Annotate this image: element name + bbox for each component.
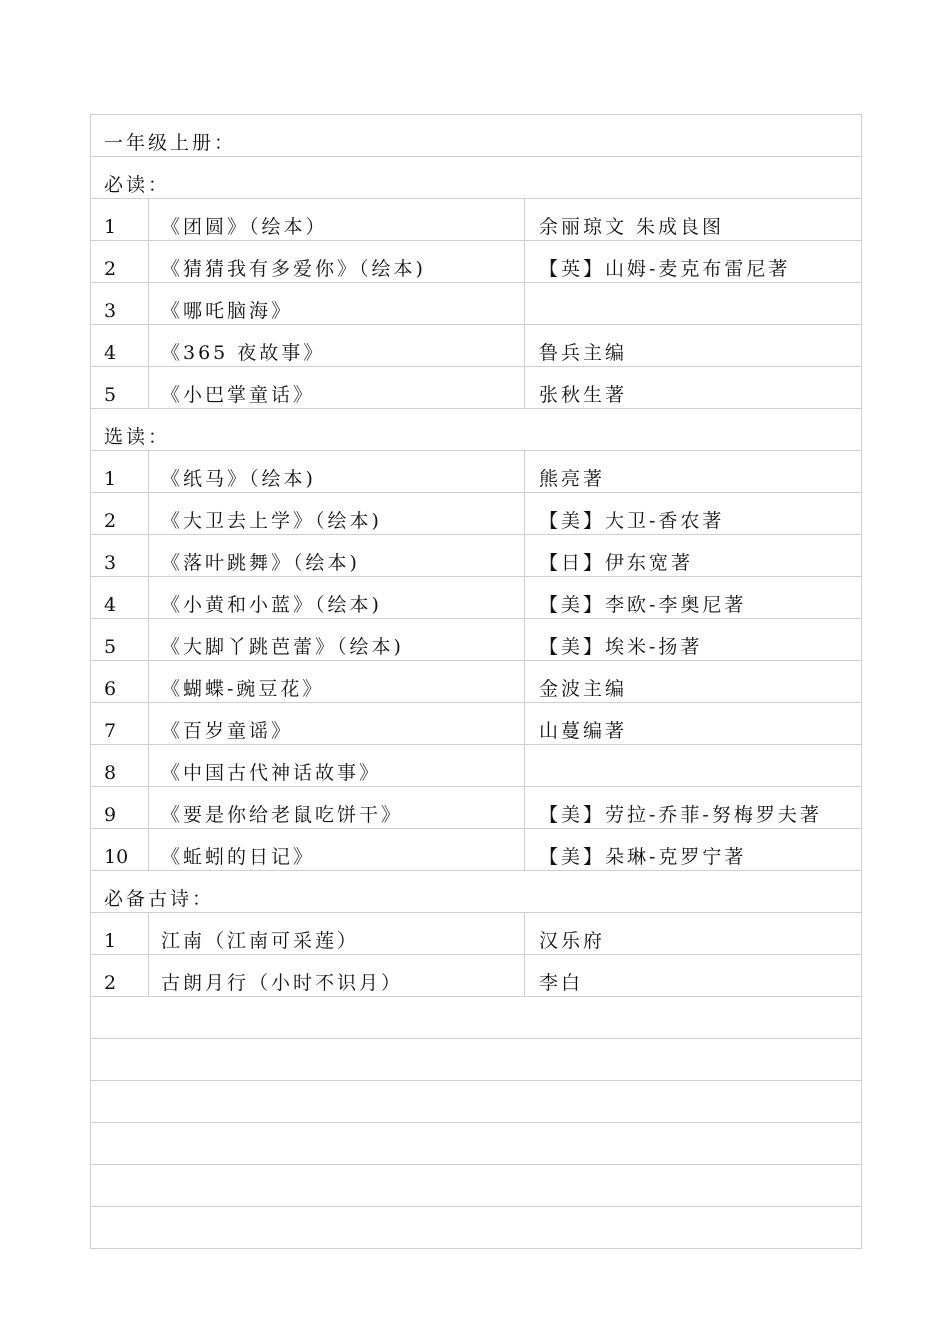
book-title: 《团圆》（绘本） xyxy=(148,199,537,240)
book-author: 【美】劳拉-乔菲-努梅罗夫著 xyxy=(524,787,861,828)
table-row xyxy=(91,451,861,493)
table-row xyxy=(91,367,861,409)
empty-row xyxy=(91,1039,861,1081)
row-number: 6 xyxy=(104,678,117,700)
empty-row xyxy=(91,1081,861,1123)
empty-row xyxy=(91,1207,861,1249)
book-title: 《小黄和小蓝》（绘本) xyxy=(148,577,537,618)
table-row xyxy=(91,787,861,829)
book-title: 《大脚丫跳芭蕾》（绘本) xyxy=(148,619,537,660)
row-number: 4 xyxy=(104,342,117,364)
empty-row xyxy=(91,997,861,1039)
book-author: 金波主编 xyxy=(524,661,861,702)
book-title: 《哪吒脑海》 xyxy=(148,283,537,324)
section-label: 必备古诗： xyxy=(104,888,215,910)
book-title: 《猜猜我有多爱你》（绘本) xyxy=(148,241,537,282)
row-number: 7 xyxy=(104,720,117,742)
section-label: 一年级上册： xyxy=(104,132,237,154)
section-header-row xyxy=(91,409,861,451)
table-row xyxy=(91,577,861,619)
row-number: 4 xyxy=(104,594,117,616)
book-author: 李白 xyxy=(524,955,861,996)
table-row xyxy=(91,199,861,241)
book-title: 《落叶跳舞》（绘本) xyxy=(148,535,537,576)
book-author: 【美】埃米-扬著 xyxy=(524,619,861,660)
table-row xyxy=(91,535,861,577)
table-row xyxy=(91,661,861,703)
book-title: 《大卫去上学》（绘本) xyxy=(148,493,537,534)
book-author: 【美】大卫-香农著 xyxy=(524,493,861,534)
book-title: 《365 夜故事》 xyxy=(148,325,537,366)
row-number: 2 xyxy=(104,510,117,532)
row-number: 5 xyxy=(104,384,117,406)
table-row xyxy=(91,913,861,955)
book-author: 【日】伊东宽著 xyxy=(524,535,861,576)
section-header-row xyxy=(91,115,861,157)
section-label: 必读： xyxy=(104,174,171,196)
table-row xyxy=(91,745,861,787)
table-row xyxy=(91,829,861,871)
row-number: 2 xyxy=(104,258,117,280)
book-title: 《要是你给老鼠吃饼干》 xyxy=(148,787,537,828)
table-row xyxy=(91,703,861,745)
book-title: 古朗月行（小时不识月） xyxy=(148,955,537,996)
book-author: 【美】李欧-李奥尼著 xyxy=(524,577,861,618)
table-row xyxy=(91,493,861,535)
table-row xyxy=(91,955,861,997)
reading-list-table xyxy=(90,114,862,1249)
table-row xyxy=(91,325,861,367)
row-number: 1 xyxy=(104,468,117,490)
section-header-row xyxy=(91,157,861,199)
book-author: 余丽琼文 朱成良图 xyxy=(524,199,861,240)
book-author: 【美】朵琳-克罗宁著 xyxy=(524,829,861,870)
row-number: 2 xyxy=(104,972,117,994)
section-header-row xyxy=(91,871,861,913)
book-author: 熊亮著 xyxy=(524,451,861,492)
row-number: 5 xyxy=(104,636,117,658)
book-title: 《蚯蚓的日记》 xyxy=(148,829,537,870)
row-number: 3 xyxy=(104,552,117,574)
row-number: 1 xyxy=(104,930,117,952)
book-author xyxy=(524,745,861,786)
book-title: 《百岁童谣》 xyxy=(148,703,537,744)
section-label: 选读： xyxy=(104,426,171,448)
book-title: 江南（江南可采莲） xyxy=(148,913,537,954)
table-row xyxy=(91,619,861,661)
book-title: 《蝴蝶-豌豆花》 xyxy=(148,661,537,702)
row-number: 9 xyxy=(104,804,117,826)
row-number: 3 xyxy=(104,300,117,322)
book-author: 鲁兵主编 xyxy=(524,325,861,366)
book-title: 《纸马》（绘本) xyxy=(148,451,537,492)
book-author xyxy=(524,283,861,324)
table-row xyxy=(91,241,861,283)
table-row xyxy=(91,283,861,325)
book-author: 【英】山姆-麦克布雷尼著 xyxy=(524,241,861,282)
book-author: 张秋生著 xyxy=(524,367,861,408)
row-number: 10 xyxy=(104,846,129,868)
row-number: 8 xyxy=(104,762,117,784)
row-number: 1 xyxy=(104,216,117,238)
empty-row xyxy=(91,1165,861,1207)
book-author: 山蔓编著 xyxy=(524,703,861,744)
book-title: 《小巴掌童话》 xyxy=(148,367,537,408)
book-title: 《中国古代神话故事》 xyxy=(148,745,537,786)
book-author: 汉乐府 xyxy=(524,913,861,954)
empty-row xyxy=(91,1123,861,1165)
